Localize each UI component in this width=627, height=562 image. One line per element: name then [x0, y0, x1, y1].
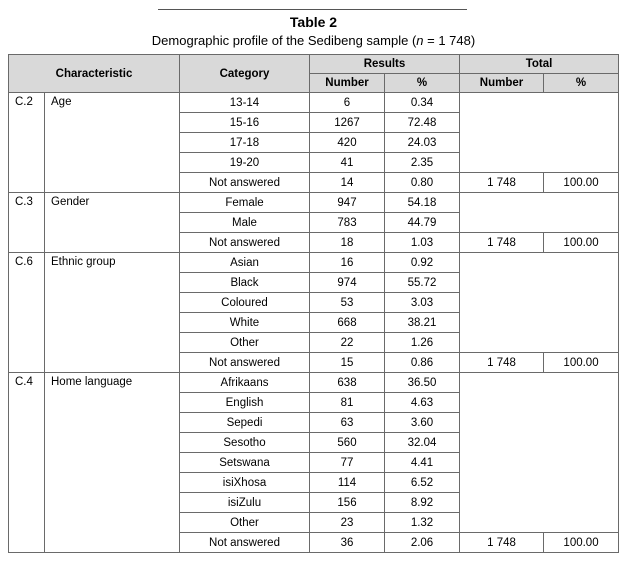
number-cell: 23: [310, 513, 385, 533]
category-cell: Other: [180, 513, 310, 533]
header-total-number: Number: [460, 74, 544, 93]
category-cell: Not answered: [180, 173, 310, 193]
total-percent-cell: 100.00: [544, 353, 619, 373]
group-label: Ethnic group: [45, 253, 180, 373]
category-cell: Female: [180, 193, 310, 213]
group-label: Age: [45, 93, 180, 193]
percent-cell: 3.60: [385, 413, 460, 433]
group-label: Home language: [45, 373, 180, 553]
header-characteristic: Characteristic: [9, 55, 180, 93]
header-results: Results: [310, 55, 460, 74]
total-blank-cell: [460, 93, 619, 173]
header-number: Number: [310, 74, 385, 93]
percent-cell: 6.52: [385, 473, 460, 493]
percent-cell: 8.92: [385, 493, 460, 513]
percent-cell: 0.80: [385, 173, 460, 193]
category-cell: White: [180, 313, 310, 333]
percent-cell: 0.34: [385, 93, 460, 113]
percent-cell: 4.63: [385, 393, 460, 413]
caption-prefix: Demographic profile of the Sedibeng sample (: [151, 33, 417, 48]
number-cell: 783: [310, 213, 385, 233]
number-cell: 947: [310, 193, 385, 213]
total-percent-cell: 100.00: [544, 173, 619, 193]
table-row: [9, 93, 619, 113]
table-caption: [0, 33, 627, 49]
category-cell: Black: [180, 273, 310, 293]
number-cell: 560: [310, 433, 385, 453]
number-cell: 15: [310, 353, 385, 373]
number-cell: 114: [310, 473, 385, 493]
table-row: [9, 253, 619, 273]
category-cell: Male: [180, 213, 310, 233]
percent-cell: 38.21: [385, 313, 460, 333]
number-cell: 77: [310, 453, 385, 473]
category-cell: Coloured: [180, 293, 310, 313]
table-body: [9, 93, 619, 553]
category-cell: Other: [180, 333, 310, 353]
total-percent-cell: 100.00: [544, 233, 619, 253]
category-cell: 19-20: [180, 153, 310, 173]
category-cell: Asian: [180, 253, 310, 273]
total-blank-cell: [460, 193, 619, 233]
number-cell: 16: [310, 253, 385, 273]
number-cell: 668: [310, 313, 385, 333]
percent-cell: 24.03: [385, 133, 460, 153]
number-cell: 420: [310, 133, 385, 153]
category-cell: 15-16: [180, 113, 310, 133]
number-cell: 18: [310, 233, 385, 253]
header-total: Total: [460, 55, 619, 74]
percent-cell: 44.79: [385, 213, 460, 233]
percent-cell: 4.41: [385, 453, 460, 473]
category-cell: English: [180, 393, 310, 413]
number-cell: 22: [310, 333, 385, 353]
group-code: C.4: [9, 373, 45, 553]
number-cell: 41: [310, 153, 385, 173]
percent-cell: 1.03: [385, 233, 460, 253]
table-row: [9, 193, 619, 213]
category-cell: Not answered: [180, 353, 310, 373]
number-cell: 6: [310, 93, 385, 113]
percent-cell: 36.50: [385, 373, 460, 393]
category-cell: Afrikaans: [180, 373, 310, 393]
total-blank-cell: [460, 373, 619, 533]
percent-cell: 1.32: [385, 513, 460, 533]
total-number-cell: 1 748: [460, 173, 544, 193]
table-row: [9, 373, 619, 393]
number-cell: 1267: [310, 113, 385, 133]
percent-cell: 1.26: [385, 333, 460, 353]
percent-cell: 54.18: [385, 193, 460, 213]
number-cell: 63: [310, 413, 385, 433]
number-cell: 36: [310, 533, 385, 553]
number-cell: 974: [310, 273, 385, 293]
number-cell: 81: [310, 393, 385, 413]
category-cell: 17-18: [180, 133, 310, 153]
category-cell: isiZulu: [180, 493, 310, 513]
number-cell: 156: [310, 493, 385, 513]
percent-cell: 2.06: [385, 533, 460, 553]
group-label: Gender: [45, 193, 180, 253]
number-cell: 638: [310, 373, 385, 393]
percent-cell: 32.04: [385, 433, 460, 453]
header-total-percent: %: [544, 74, 619, 93]
category-cell: isiXhosa: [180, 473, 310, 493]
header-percent: %: [385, 74, 460, 93]
percent-cell: 55.72: [385, 273, 460, 293]
total-blank-cell: [460, 253, 619, 353]
category-cell: Sesotho: [180, 433, 310, 453]
caption-n: n: [416, 33, 424, 48]
total-number-cell: 1 748: [460, 353, 544, 373]
top-rule: [158, 9, 467, 10]
group-code: C.2: [9, 93, 45, 193]
percent-cell: 72.48: [385, 113, 460, 133]
number-cell: 53: [310, 293, 385, 313]
percent-cell: 2.35: [385, 153, 460, 173]
number-cell: 14: [310, 173, 385, 193]
total-percent-cell: 100.00: [544, 533, 619, 553]
header-category: Category: [180, 55, 310, 93]
group-code: C.6: [9, 253, 45, 373]
demographic-table: [8, 54, 619, 553]
percent-cell: 0.86: [385, 353, 460, 373]
category-cell: Setswana: [180, 453, 310, 473]
caption-suffix: = 1 748): [423, 33, 476, 48]
total-number-cell: 1 748: [460, 233, 544, 253]
group-code: C.3: [9, 193, 45, 253]
category-cell: Not answered: [180, 233, 310, 253]
percent-cell: 3.03: [385, 293, 460, 313]
category-cell: 13-14: [180, 93, 310, 113]
table-title: Table 2: [289, 14, 338, 30]
percent-cell: 0.92: [385, 253, 460, 273]
category-cell: Sepedi: [180, 413, 310, 433]
total-number-cell: 1 748: [460, 533, 544, 553]
category-cell: Not answered: [180, 533, 310, 553]
